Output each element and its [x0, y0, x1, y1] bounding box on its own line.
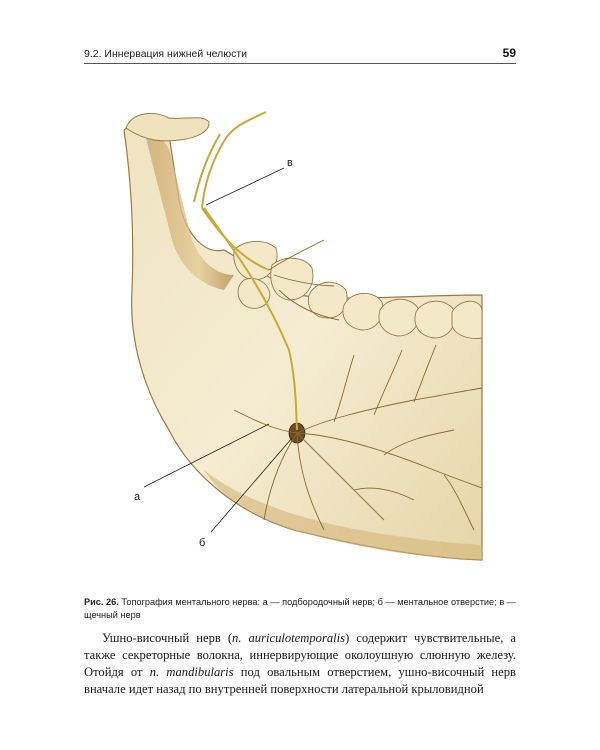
running-header — [84, 44, 516, 64]
mandible-nerve-drawing — [84, 90, 516, 585]
body-text-part3: под овальным отверстием, ушно-височный нерв вначале идет назад по внутренней поверхности латеральной крыловидной — [84, 665, 516, 696]
label-v: в — [287, 157, 293, 169]
latin-term-mandibularis: n. mandibularis — [149, 665, 234, 679]
latin-term-auriculotemporalis: n. auriculotemporalis — [232, 631, 346, 645]
label-b: б — [199, 537, 206, 549]
page-number: 59 — [502, 46, 516, 60]
body-text-part2: ) содержит чувствительные, а также секреторные волокна, иннервирующие околоушную слюнную железу. Отойдя от — [84, 631, 516, 679]
label-a: а — [134, 491, 141, 503]
figure-caption — [84, 596, 516, 621]
caption-label: Рис. 26. — [84, 597, 119, 607]
caption-text: Топография ментального нерва: а — подбородочный нерв; б — ментальное отверстие; в — щечный нерв — [84, 597, 516, 620]
body-paragraph — [84, 630, 516, 698]
body-text-part1: Ушно-височный нерв ( — [102, 631, 233, 645]
section-title: 9.2. Иннервация нижней челюсти — [84, 48, 248, 60]
anatomical-illustration — [84, 90, 516, 585]
